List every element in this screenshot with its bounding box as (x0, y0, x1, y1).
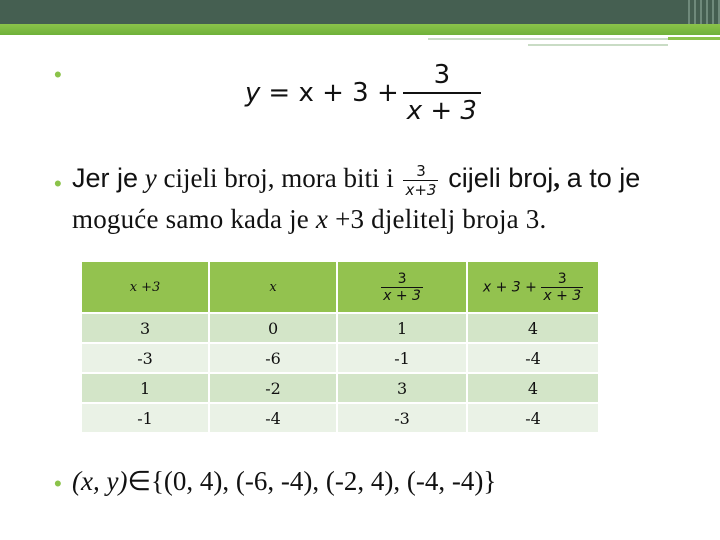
fraction-denominator: x + 3 (543, 287, 582, 304)
text-run: Jer je (72, 163, 139, 193)
fraction-denominator: x + 3 (403, 92, 481, 126)
table-cell: -2 (209, 373, 337, 403)
table-cell: -6 (209, 343, 337, 373)
header-fraction (337, 262, 467, 313)
accent-lines (420, 35, 720, 49)
explanation-paragraph (72, 162, 672, 236)
equation-lhs: y (245, 78, 261, 108)
table-cell: 3 (82, 313, 209, 343)
fraction-numerator: 3 (416, 162, 426, 181)
table-cell: -3 (82, 343, 209, 373)
equation (245, 58, 485, 128)
equation-middle: = x + 3 + (268, 78, 399, 108)
table-cell: 4 (467, 313, 599, 343)
solution-set (72, 466, 496, 497)
table-row (82, 313, 599, 343)
header-x: x (209, 262, 337, 313)
text-run: a to je (566, 163, 641, 193)
text-run: moguće samo kada je (72, 204, 309, 235)
header-stripes (684, 0, 720, 24)
bullet-icon: • (54, 171, 62, 196)
table-cell: -3 (337, 403, 467, 432)
slide-header-bar (0, 0, 720, 24)
text-run: +3 djelitelj broja 3. (335, 204, 547, 235)
bullet-icon: • (54, 471, 62, 496)
equation-fraction (403, 60, 481, 126)
table-row (82, 403, 599, 432)
text-run: cijeli broj (448, 163, 554, 193)
accent-line (428, 38, 668, 40)
table-cell: -1 (82, 403, 209, 432)
accent-line (668, 37, 720, 40)
table-cell: 4 (467, 373, 599, 403)
inline-fraction (403, 162, 438, 199)
table-cell: -4 (467, 343, 599, 373)
table-cell: 1 (82, 373, 209, 403)
table-cell: 1 (337, 313, 467, 343)
table-header-row (82, 262, 599, 313)
header-y-expression (467, 262, 599, 313)
fraction-numerator: 3 (397, 270, 407, 287)
solution-values: ∈{(0, 4), (-6, -4), (-2, 4), (-4, -4)} (127, 466, 497, 496)
table-row (82, 343, 599, 373)
paragraph-line-2 (72, 203, 672, 235)
fraction-numerator: 3 (433, 60, 451, 90)
bullet-icon: • (54, 62, 62, 87)
solution-pair: (x, y) (72, 466, 128, 496)
table-cell: -4 (209, 403, 337, 432)
text-run: cijeli broj, mora biti i (163, 163, 394, 193)
table-row (82, 373, 599, 403)
table-cell: -1 (337, 343, 467, 373)
accent-line (528, 44, 668, 46)
text-run: , (553, 163, 561, 193)
table-cell: -4 (467, 403, 599, 432)
table-cell: 3 (337, 373, 467, 403)
fraction-denominator: x + 3 (383, 287, 421, 304)
table-cell: 0 (209, 313, 337, 343)
text-run: x (315, 204, 329, 235)
text-run: y (144, 163, 157, 193)
fraction-numerator: 3 (557, 270, 567, 287)
values-table (82, 262, 600, 432)
header-fraction-expr (541, 271, 583, 304)
header-fraction-expr (381, 271, 423, 304)
header-expr-prefix: x + 3 + (482, 279, 537, 295)
slide-accent-bar (0, 24, 720, 35)
header-x-plus-3: x +3 (82, 262, 209, 313)
fraction-denominator: x+3 (405, 181, 437, 200)
